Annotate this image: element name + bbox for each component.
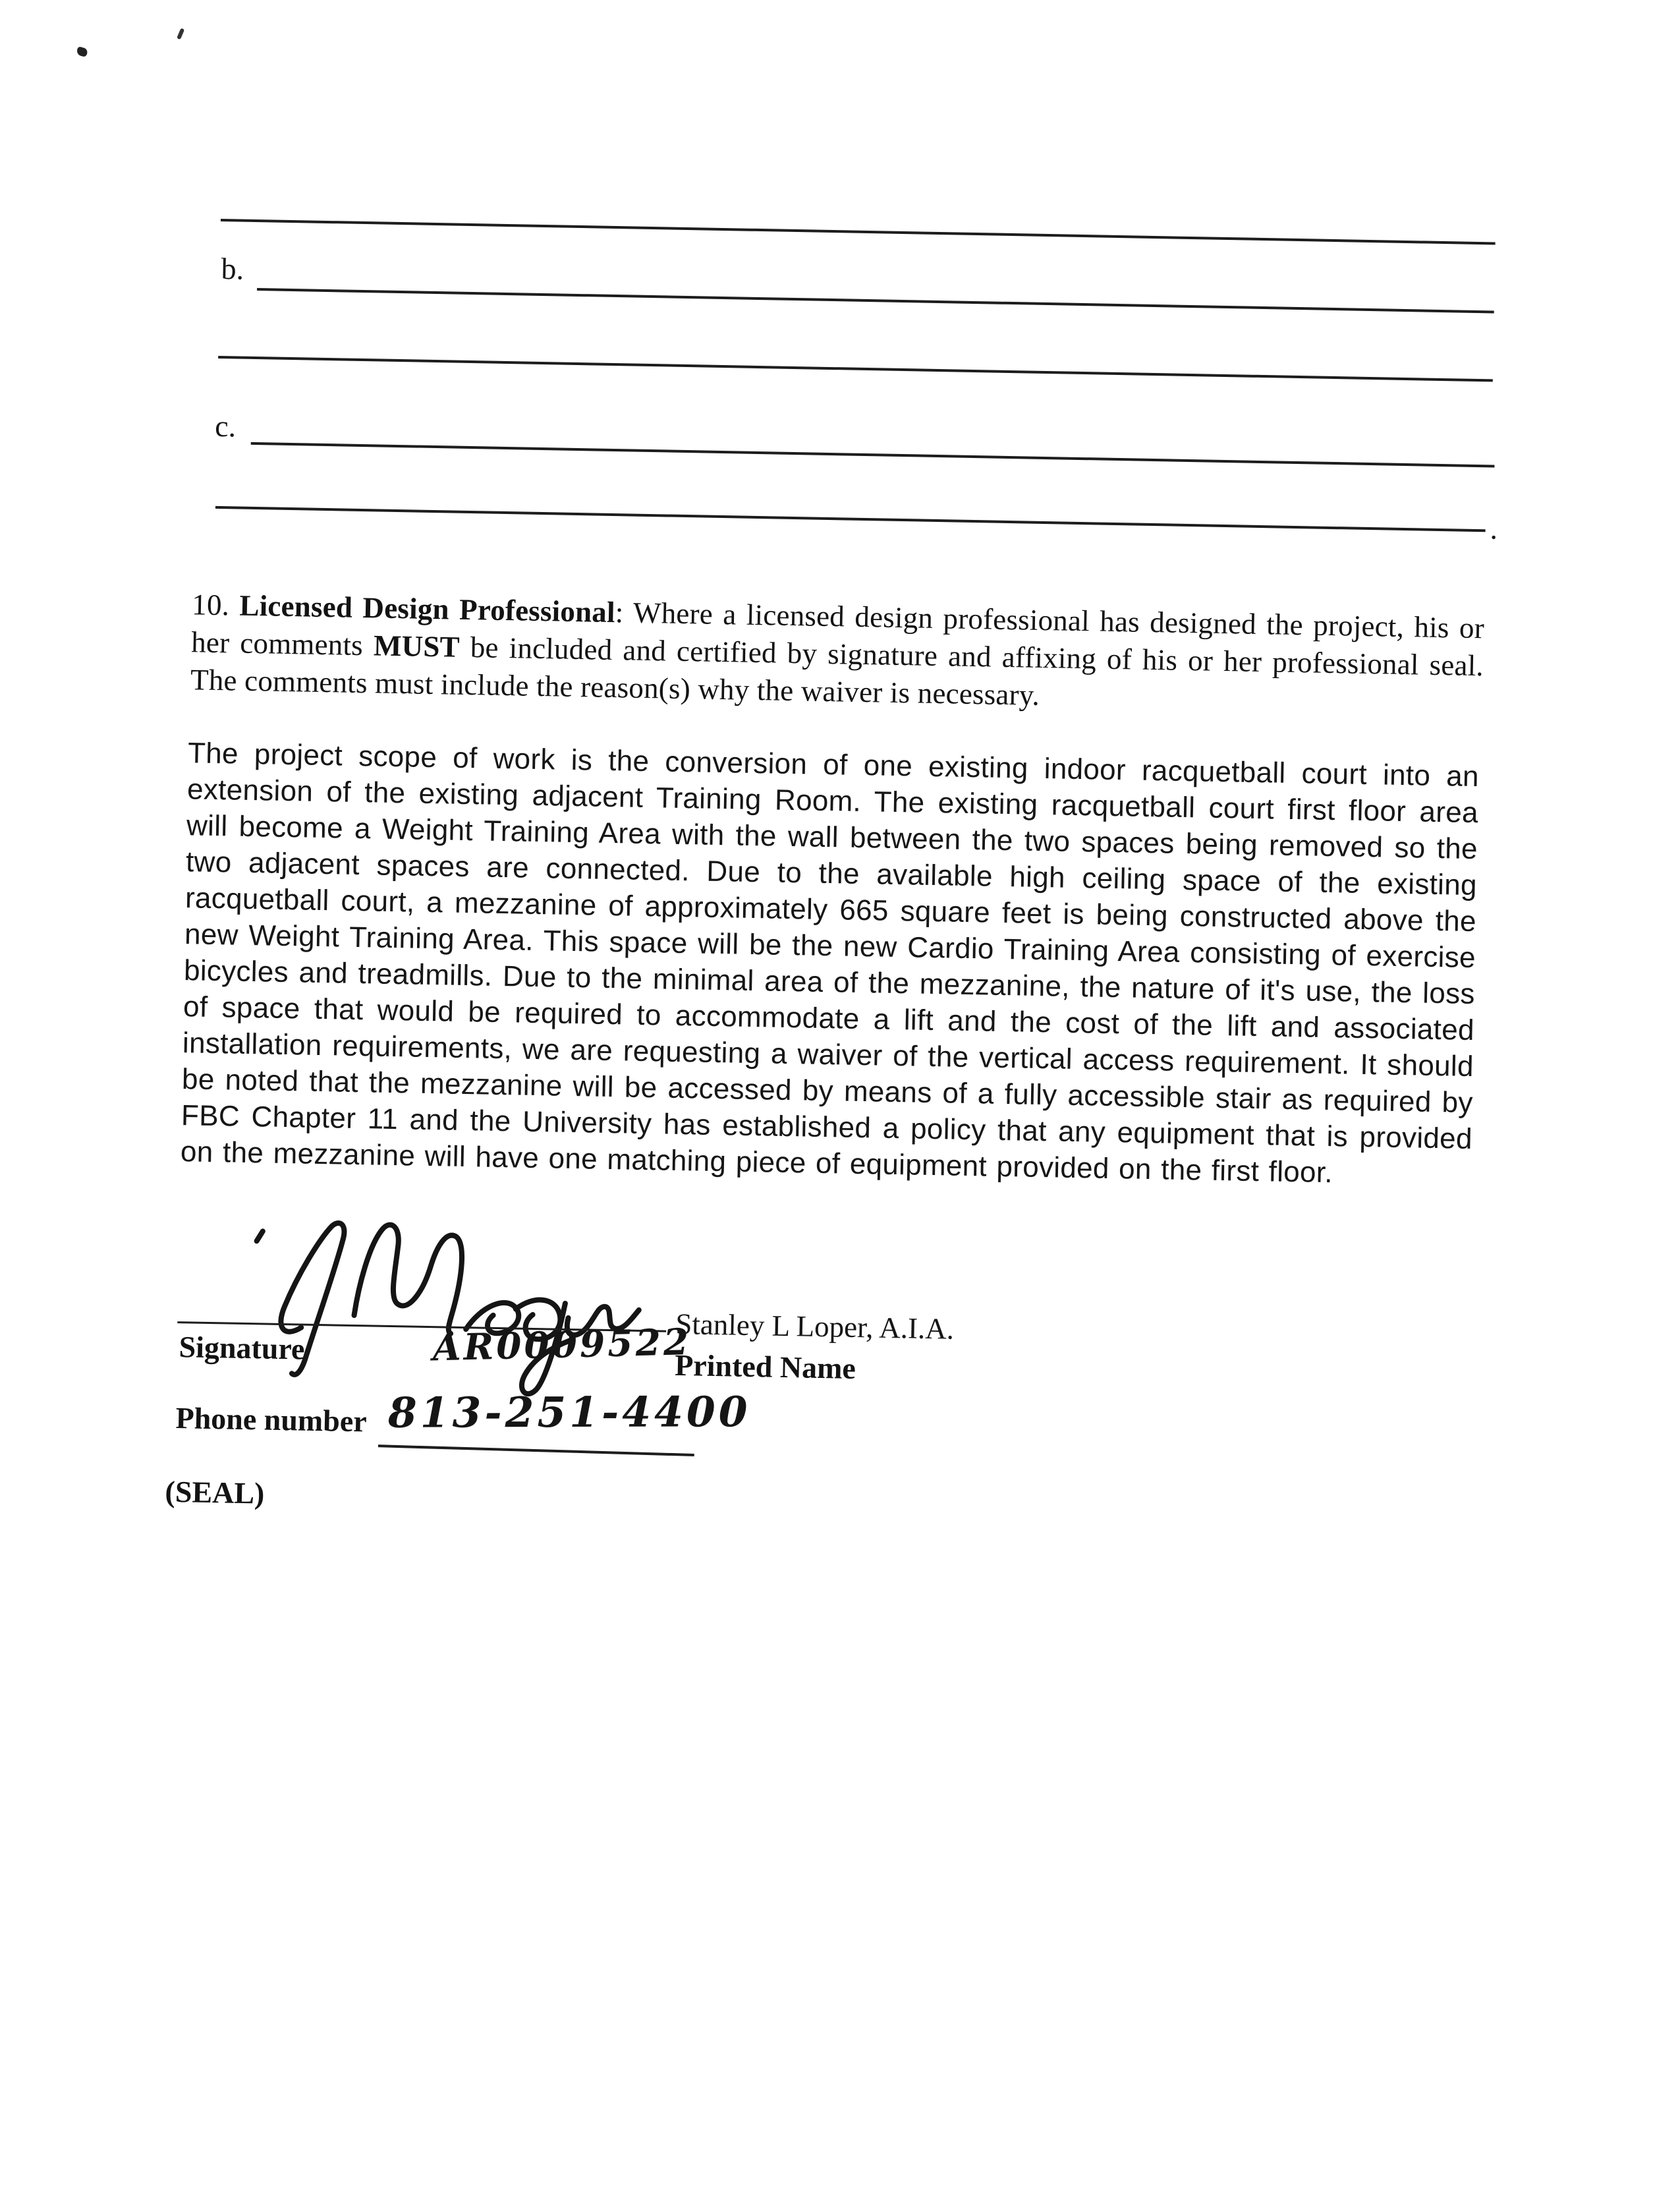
blank-line	[215, 506, 1486, 532]
item-10-must-emphasis: MUST	[373, 629, 461, 664]
signature-label: Signature	[179, 1330, 305, 1366]
printed-name: Stanley L Loper, A.I.A.	[675, 1307, 955, 1346]
ink-speck	[76, 46, 88, 57]
item-10-paragraph	[190, 586, 1485, 722]
phone-label: Phone number	[175, 1401, 368, 1439]
item-10-text-continued: be included and certified by signature and affixing of his or her professional seal. The comments must include the reason(s) why the waiver is necessary.	[190, 630, 1484, 712]
printed-name-label: Printed Name	[674, 1348, 856, 1385]
item-10-number: 10.	[191, 588, 240, 622]
blank-line	[218, 356, 1493, 382]
seal-label: (SEAL)	[165, 1474, 265, 1510]
item-10-title: Licensed Design Professional	[239, 588, 616, 629]
item-c-line	[251, 442, 1495, 468]
signature-stroke	[354, 1224, 462, 1334]
phone-number-handwriting: 813-251-4400	[387, 1387, 751, 1437]
item-b-line	[257, 288, 1494, 313]
item-10-text: : Where a licensed design professional has designed the project, his or her comments	[190, 596, 1485, 662]
ink-speck	[177, 28, 184, 40]
blank-line	[221, 219, 1496, 244]
item-b-label: b.	[221, 252, 244, 286]
line-end-period: .	[1490, 511, 1498, 546]
signature-stroke	[257, 1231, 263, 1241]
project-scope-statement: The project scope of work is the conversion of one existing indoor racquetball court into an extension of the existing adjacent Training Room. The existing racquetball court first floor area will become a Weight Training Area with the wall between the two spaces being removed so the two adjacent spaces are connected. Due to the available high ceiling space of the existing racquetball court, a mezzanine of approximately 665 square feet is being constructed above the new Weight Training Area. This space will be the new Cardio Training Area consisting of exercise bicycles and treadmills. Due to the minimal area of the mezzanine, the nature of it's use, the loss of space that would be required to accommodate a lift and the cost of the lift and associated installation requirements, we are requesting a waiver of the vertical access requirement. It should be noted that the mezzanine will be accessed by means of a fully accessible stair as required by FBC Chapter 11 and the University has established a policy that any equipment that is provided on the mezzanine will have one matching piece of equipment provided on the first floor.	[180, 737, 1480, 1189]
phone-number-line	[378, 1444, 694, 1456]
item-c-label: c.	[214, 409, 237, 443]
license-number-handwriting: AR0009522	[432, 1320, 692, 1369]
